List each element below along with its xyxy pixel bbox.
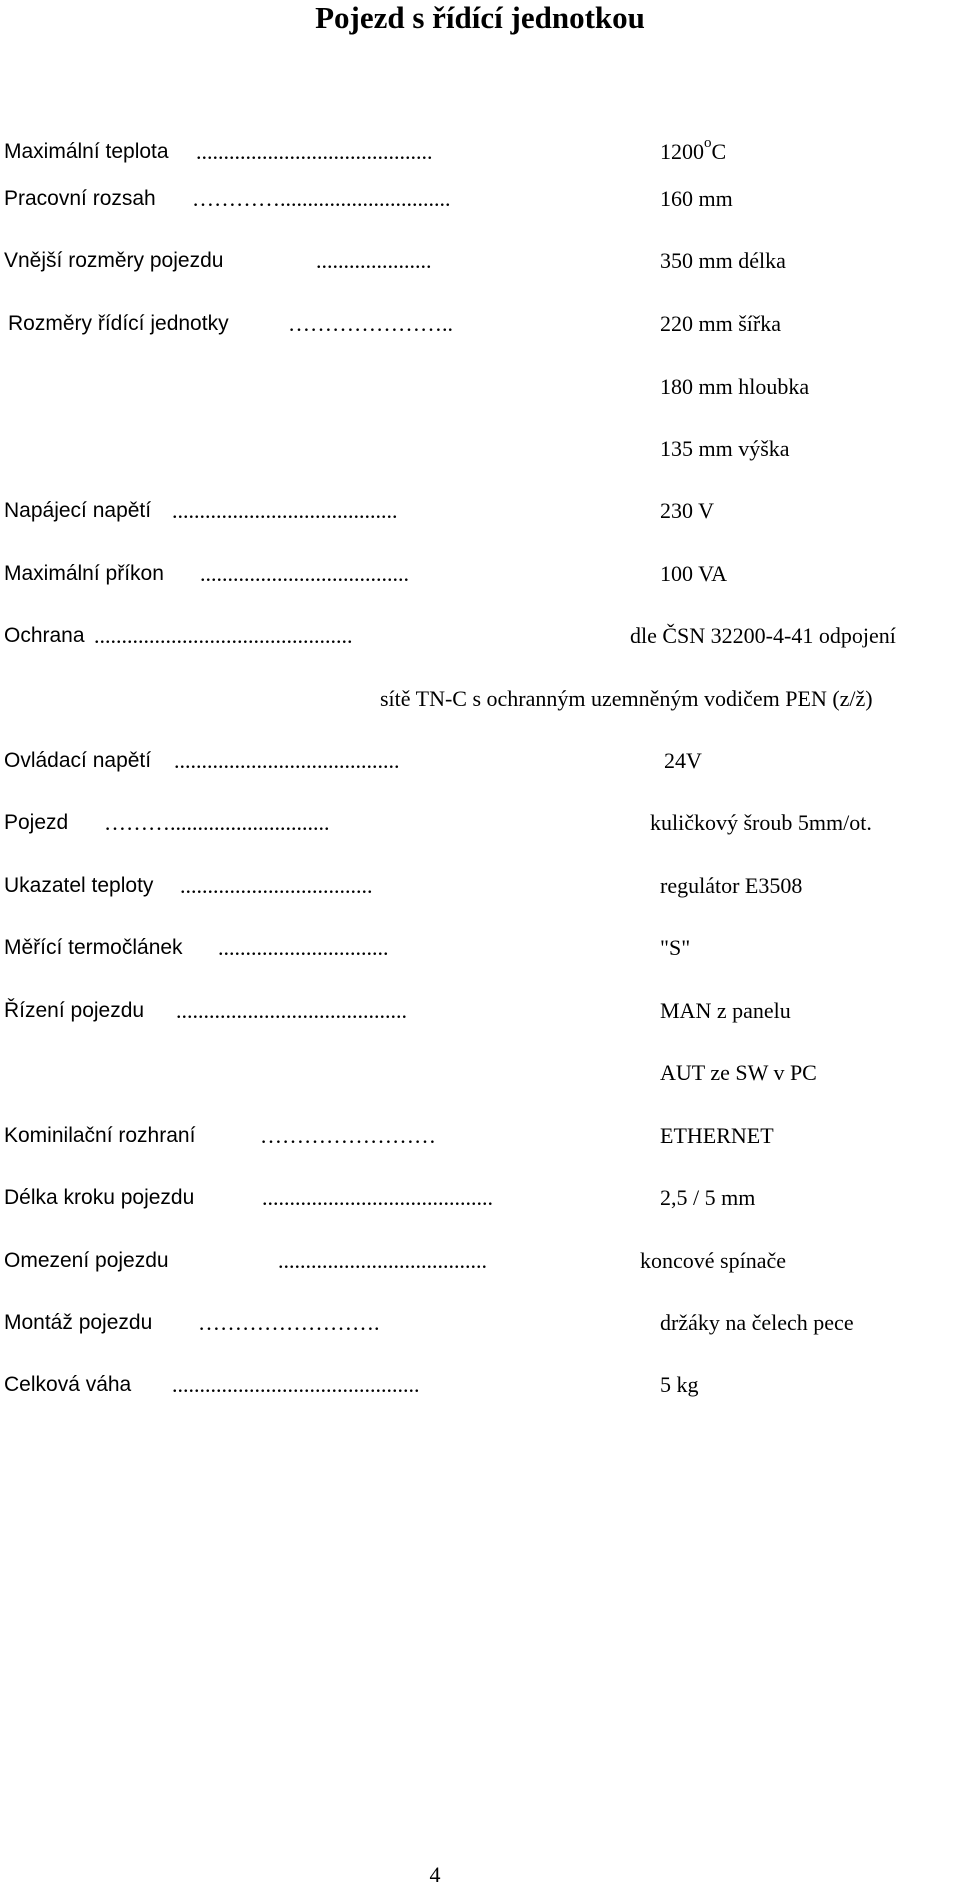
step-length-label: Délka kroku pojezdu: [4, 1186, 195, 1209]
thermocouple-value: "S": [660, 935, 691, 960]
outer-dims-value: 350 mm délka: [660, 248, 786, 273]
supply-voltage-leader: .........................................: [172, 498, 398, 523]
control-voltage-leader: .........................................: [174, 748, 400, 773]
travel-limit-label: Omezení pojezdu: [4, 1249, 169, 1272]
unit-dims-depth: 180 mm hloubka: [660, 374, 810, 399]
drive-control-manual: MAN z panelu: [660, 998, 791, 1023]
comm-interface-leader: ……………………: [260, 1123, 436, 1148]
step-length-value: 2,5 / 5 mm: [660, 1185, 756, 1210]
total-weight-leader: .............................................: [172, 1372, 420, 1397]
protection-value-continued: sítě TN-C s ochranným uzemněným vodičem PEN (z/ž): [380, 686, 873, 711]
control-voltage-label: Ovládací napětí: [4, 749, 152, 772]
max-power-label: Maximální příkon: [4, 562, 164, 585]
drive-label: Pojezd: [4, 811, 69, 834]
mounting-leader: …………………….: [198, 1310, 380, 1335]
max-power-leader: ......................................: [200, 561, 409, 586]
comm-interface-value: ETHERNET: [660, 1123, 774, 1148]
max-temp-leader: ...........................................: [196, 139, 433, 164]
drive-control-leader: ..........................................: [176, 998, 407, 1023]
unit-dims-leader: …………………..: [288, 311, 453, 336]
max-temp-value: [660, 134, 727, 165]
outer-dims-leader: .....................: [316, 248, 432, 273]
thermocouple-label: Měřící termočlánek: [4, 936, 183, 959]
max-temp-unit: C: [711, 139, 727, 164]
drive-leader: ……….............................: [104, 810, 330, 835]
thermocouple-leader: ...............................: [218, 935, 389, 960]
work-range-value: 160 mm: [660, 186, 733, 211]
step-length-leader: ..........................................: [262, 1185, 493, 1210]
mounting-label: Montáž pojezdu: [4, 1311, 153, 1334]
protection-label: Ochrana: [4, 624, 85, 647]
max-temp-label: Maximální teplota: [4, 140, 169, 163]
total-weight-value: 5 kg: [660, 1372, 699, 1397]
total-weight-label: Celková váha: [4, 1373, 132, 1396]
work-range-label: Pracovní rozsah: [4, 187, 156, 210]
unit-dims-height: 135 mm výška: [660, 436, 790, 461]
travel-limit-value: koncové spínače: [640, 1248, 786, 1273]
unit-dims-width: 220 mm šířka: [660, 311, 781, 336]
protection-value: dle ČSN 32200-4-41 odpojení: [630, 623, 896, 648]
travel-limit-leader: ......................................: [278, 1248, 487, 1273]
unit-dims-label: Rozměry řídící jednotky: [8, 312, 229, 335]
comm-interface-label: Kominilační rozhraní: [4, 1124, 196, 1147]
page-title: Pojezd s řídící jednotkou: [315, 0, 645, 35]
supply-voltage-label: Napájecí napětí: [4, 499, 152, 522]
work-range-leader: …………...............................: [192, 186, 451, 211]
temp-indicator-value: regulátor E3508: [660, 873, 803, 898]
supply-voltage-value: 230 V: [660, 498, 714, 523]
page-number: 4: [429, 1862, 441, 1887]
max-power-value: 100 VA: [660, 561, 728, 586]
max-temp-number: 1200: [660, 139, 704, 164]
drive-control-auto: AUT ze SW v PC: [660, 1060, 817, 1085]
control-voltage-value: 24V: [664, 748, 702, 773]
mounting-value: držáky na čelech pece: [660, 1310, 854, 1335]
outer-dims-label: Vnější rozměry pojezdu: [4, 249, 224, 272]
temp-indicator-label: Ukazatel teploty: [4, 874, 154, 897]
drive-value: kuličkový šroub 5mm/ot.: [650, 810, 872, 835]
degree-symbol: o: [704, 134, 712, 151]
temp-indicator-leader: ...................................: [180, 873, 373, 898]
drive-control-label: Řízení pojezdu: [4, 999, 145, 1022]
protection-leader: ...............................................: [94, 623, 353, 648]
